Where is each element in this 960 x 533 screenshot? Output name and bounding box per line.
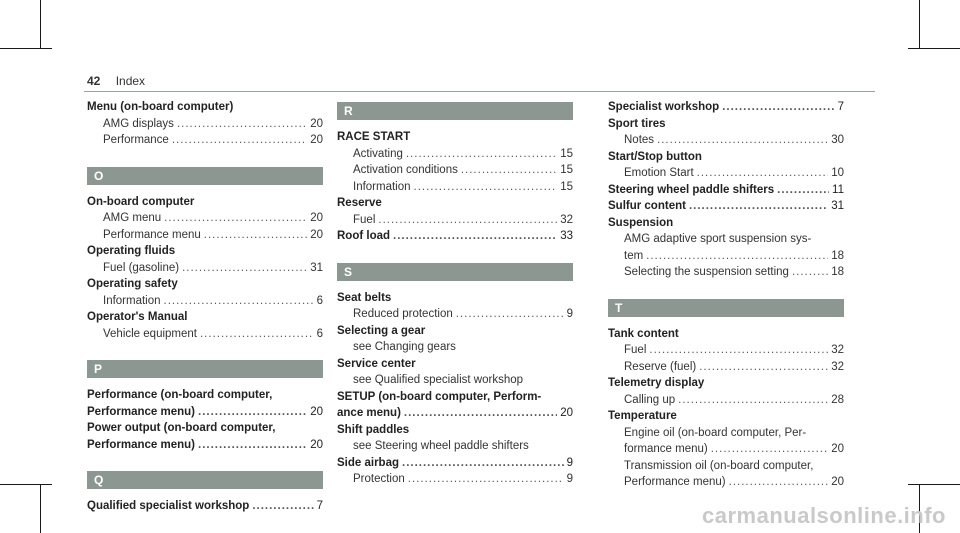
index-heading[interactable]: Performance (on-board computer, <box>87 389 273 401</box>
index-see-reference[interactable]: see Steering wheel paddle shifters <box>353 440 529 452</box>
index-heading-page[interactable]: Side airbag ..... 9 <box>337 456 573 472</box>
index-entry[interactable]: Fuel ..... 32 <box>337 213 573 229</box>
index-entry[interactable]: Calling up ..... 28 <box>608 393 844 409</box>
index-heading[interactable]: Sport tires <box>608 117 666 130</box>
index-column-3 <box>608 100 844 492</box>
page-title: Index <box>115 74 146 88</box>
watermark: carmanualsonline.info <box>702 503 946 528</box>
index-entry[interactable]: Performance ..... 20 <box>87 133 323 149</box>
page-number: 42 <box>87 74 101 88</box>
index-entry[interactable]: Reduced protection ..... 9 <box>337 307 573 323</box>
index-heading-page[interactable]: ance menu) ..... 20 <box>337 406 573 422</box>
index-entry[interactable]: Emotion Start ..... 10 <box>608 166 844 182</box>
index-entry[interactable]: AMG menu ..... 20 <box>87 211 323 227</box>
index-heading[interactable]: Temperature <box>608 410 677 422</box>
index-heading[interactable]: Suspension <box>608 216 674 229</box>
section-letter-p: P <box>87 360 323 378</box>
index-heading[interactable]: Shift paddles <box>337 423 410 436</box>
index-heading-page[interactable]: Sulfur content ..... 31 <box>608 199 844 215</box>
index-heading[interactable]: Operator's Manual <box>87 311 188 323</box>
section-letter-s: S <box>337 263 573 281</box>
index-column-1 <box>87 100 323 516</box>
index-entry[interactable]: AMG displays ..... 20 <box>87 117 323 133</box>
index-heading[interactable]: SETUP (on-board computer, Perform- <box>337 390 542 403</box>
index-heading[interactable]: Seat belts <box>337 291 392 304</box>
index-entry[interactable]: Protection ..... 9 <box>337 472 573 488</box>
crop-mark <box>908 484 960 485</box>
index-heading[interactable]: Telemetry display <box>608 377 705 389</box>
index-entry[interactable]: Vehicle equipment ..... 6 <box>87 327 323 343</box>
crop-mark <box>40 0 41 48</box>
crop-mark <box>0 484 52 485</box>
index-entry[interactable]: Information ..... 6 <box>87 294 323 310</box>
index-heading[interactable]: Operating fluids <box>87 245 176 257</box>
index-see-reference[interactable]: see Changing gears <box>353 341 456 353</box>
index-heading[interactable]: Selecting a gear <box>337 324 426 337</box>
index-entry[interactable]: Activation conditions ..... 15 <box>337 163 573 179</box>
header-rule <box>84 91 875 92</box>
index-heading[interactable]: Operating safety <box>87 278 178 290</box>
index-entry[interactable]: Activating ..... 15 <box>337 147 573 163</box>
index-entry[interactable]: Performance menu) ..... 20 <box>608 475 844 491</box>
index-entry[interactable]: Fuel (gasoline) ..... 31 <box>87 261 323 277</box>
index-heading-page[interactable]: Performance menu) ..... 20 <box>87 405 323 421</box>
index-heading[interactable]: Service center <box>337 357 416 370</box>
index-entry[interactable]: Notes ..... 30 <box>608 133 844 149</box>
section-letter-q: Q <box>87 471 323 489</box>
crop-mark <box>0 48 52 49</box>
index-heading[interactable]: Start/Stop button <box>608 150 702 163</box>
index-heading[interactable]: Menu (on-board computer) <box>87 101 234 113</box>
index-heading-page[interactable]: Steering wheel paddle shifters ..... 11 <box>608 183 844 199</box>
index-heading-page[interactable]: Roof load ..... 33 <box>337 229 573 245</box>
crop-mark <box>908 48 960 49</box>
index-heading-page[interactable]: Specialist workshop ..... 7 <box>608 100 844 116</box>
crop-mark <box>919 0 920 48</box>
index-heading[interactable]: On-board computer <box>87 195 195 208</box>
section-letter-r: R <box>337 102 573 120</box>
crop-mark <box>40 485 41 533</box>
index-entry[interactable]: formance menu) ..... 20 <box>608 442 844 458</box>
index-entry[interactable]: tem ..... 18 <box>608 249 844 265</box>
section-letter-t: T <box>608 299 844 317</box>
index-heading[interactable]: Tank content <box>608 327 679 340</box>
page-header <box>87 74 145 88</box>
index-entry[interactable]: Information ..... 15 <box>337 180 573 196</box>
index-see-reference[interactable]: see Qualified specialist workshop <box>353 374 524 386</box>
index-heading-page[interactable]: Performance menu) ..... 20 <box>87 438 323 454</box>
index-entry[interactable]: Selecting the suspension setting ..... 18 <box>608 265 844 281</box>
index-entry[interactable]: Fuel ..... 32 <box>608 343 844 359</box>
index-column-2 <box>337 100 573 489</box>
index-heading[interactable]: Reserve <box>337 197 382 209</box>
index-entry[interactable]: Reserve (fuel) ..... 32 <box>608 360 844 376</box>
index-heading[interactable]: Power output (on-board computer, <box>87 422 276 434</box>
index-heading[interactable]: RACE START <box>337 131 411 143</box>
index-entry[interactable]: Engine oil (on-board computer, Per- <box>624 426 807 439</box>
index-entry[interactable]: AMG adaptive sport suspension sys- <box>624 233 812 245</box>
index-heading-page[interactable]: Qualified specialist workshop ..... 7 <box>87 499 323 515</box>
index-entry[interactable]: Performance menu ..... 20 <box>87 228 323 244</box>
section-letter-o: O <box>87 167 323 185</box>
index-entry[interactable]: Transmission oil (on-board computer, <box>624 459 814 472</box>
